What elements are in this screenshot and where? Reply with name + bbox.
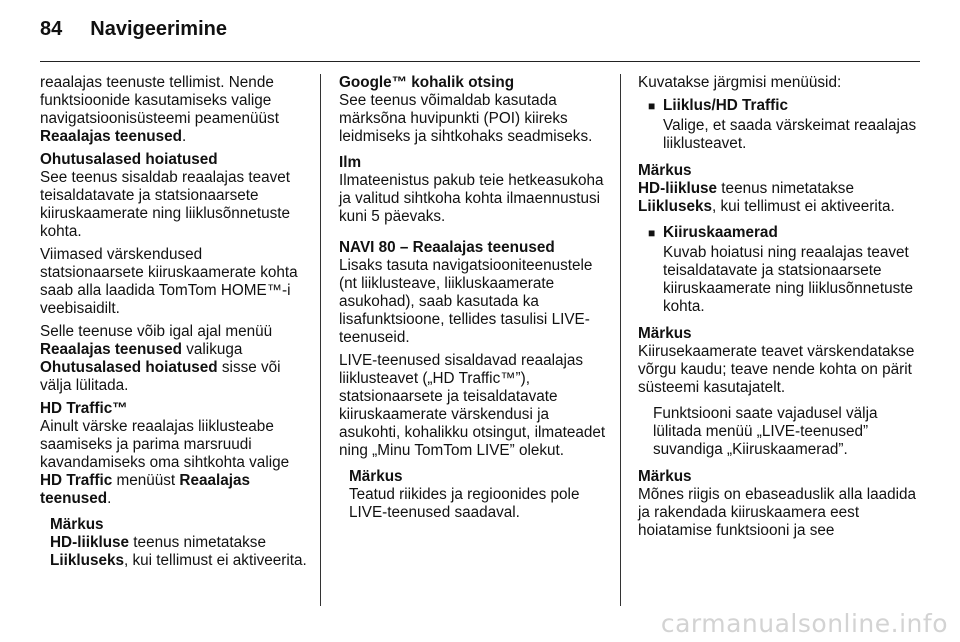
section-heading-google: Google™ kohalik otsing	[339, 74, 515, 91]
bullet-label: Kiiruskaamerad	[663, 224, 778, 241]
safety-paragraph-3: Selle teenuse võib igal ajal menüü Reaalajas teenused valikuga Ohutusalased hoiatused sisse või välja lülitada.	[40, 323, 281, 394]
bullet-square-icon: ■	[648, 99, 656, 113]
watermark: carmanualsonline.info	[660, 609, 948, 638]
bullet-item-speed-cameras	[638, 224, 922, 242]
bullet-item-traffic	[638, 97, 922, 115]
note-heading: Märkus	[638, 468, 692, 485]
note-subtext: Funktsiooni saate vajadusel välja lülitada menüü „LIVE-teenused” suvandiga „Kiiruskaamerad”.	[653, 405, 878, 458]
section-heading-hd-traffic: HD Traffic™	[40, 400, 128, 417]
note-text: HD-liikluse teenus nimetatakse Liikluseks, kui tellimust ei aktiveerita.	[50, 534, 307, 569]
column-2	[339, 74, 607, 527]
bullet-text: Valige, et saada värskeimat reaalajas liiklusteavet.	[663, 117, 917, 152]
section-heading-safety: Ohutusalased hoiatused	[40, 151, 218, 168]
note-text: HD-liikluse teenus nimetatakse Liikluseks, kui tellimust ei aktiveerita.	[638, 180, 895, 215]
note-block	[40, 516, 310, 570]
column-3	[638, 74, 922, 545]
column-1	[40, 74, 310, 575]
navi80-paragraph-2: LIVE-teenused sisaldavad reaalajas liiklusteavet („HD Traffic™”), statsionaarsete ja teisaldatavate kiiruskaamerate värskendusi ja asukohti, kohalikku otsingut, ilmateadet ning „Minu TomTom LIVE” olekut.	[339, 352, 606, 459]
note-text: Teatud riikides ja regioonides pole LIVE-teenused saadaval.	[349, 486, 580, 521]
column-divider-1	[320, 74, 321, 606]
note-heading: Märkus	[638, 162, 692, 179]
note-heading: Märkus	[50, 516, 104, 533]
bullet-label: Liiklus/HD Traffic	[663, 97, 788, 114]
navi80-paragraph-1: Lisaks tasuta navigatsiooniteenustele (nt liiklusteave, liikluskaamerate asukohad), saab kasutada ka lisafunktsioone, tellides tasulisi LIVE-teenuseid.	[339, 257, 593, 346]
page-number: 84	[40, 18, 63, 40]
page-header	[40, 18, 227, 50]
safety-paragraph-2: Viimased värskendused statsionaarsete kiiruskaamerate kohta saab alla laadida TomTom HOME™-i veebisaidilt.	[40, 246, 298, 317]
safety-paragraph-1: See teenus sisaldab reaalajas teavet teisaldatavate ja statsionaarsete kiiruskaamerate ning liiklusõnnetuste kohta.	[40, 169, 291, 240]
bullet-text: Kuvab hoiatusi ning reaalajas teavet teisaldatavate ja statsionaarsete kiiruskaamerate ning liiklusõnnetuste kohta.	[663, 244, 913, 315]
section-heading-weather: Ilm	[339, 154, 362, 171]
note-text: Kiirusekaamerate teavet värskendatakse võrgu kaudu; teave nende kohta on pärit süsteemi kasutajatelt.	[638, 343, 915, 396]
column-divider-2	[620, 74, 621, 606]
menus-intro: Kuvatakse järgmisi menüüsid:	[638, 74, 842, 91]
hd-traffic-paragraph: Ainult värske reaalajas liiklusteabe saamiseks ja parima marsruudi kavandamiseks oma sihtkohta valige HD Traffic menüüst Reaalajas teenused.	[40, 418, 290, 507]
bullet-square-icon: ■	[648, 226, 656, 240]
page-title: Navigeerimine	[90, 18, 227, 40]
header-rule	[40, 61, 920, 62]
weather-paragraph: Ilmateenistus pakub teie hetkeasukoha ja valitud sihtkoha kohta ilmaennustusi kuni 5 päevaks.	[339, 172, 604, 225]
google-paragraph: See teenus võimaldab kasutada märksõna huvipunkti (POI) kiireks leidmiseks ja sihtkohaks seadmiseks.	[339, 92, 593, 145]
intro-paragraph: reaalajas teenuste tellimist. Nende funktsioonide kasutamiseks valige navigatsioonisüsteemi peamenüüst Reaalajas teenused.	[40, 74, 279, 145]
note-heading: Märkus	[349, 468, 403, 485]
note-heading: Märkus	[638, 325, 692, 342]
note-block	[339, 468, 607, 522]
section-heading-navi80: NAVI 80 – Reaalajas teenused	[339, 239, 555, 256]
note-text: Mõnes riigis on ebaseaduslik alla laadida ja rakendada kiiruskaamera eest hoiatamise funktsiooni ja see	[638, 486, 917, 539]
